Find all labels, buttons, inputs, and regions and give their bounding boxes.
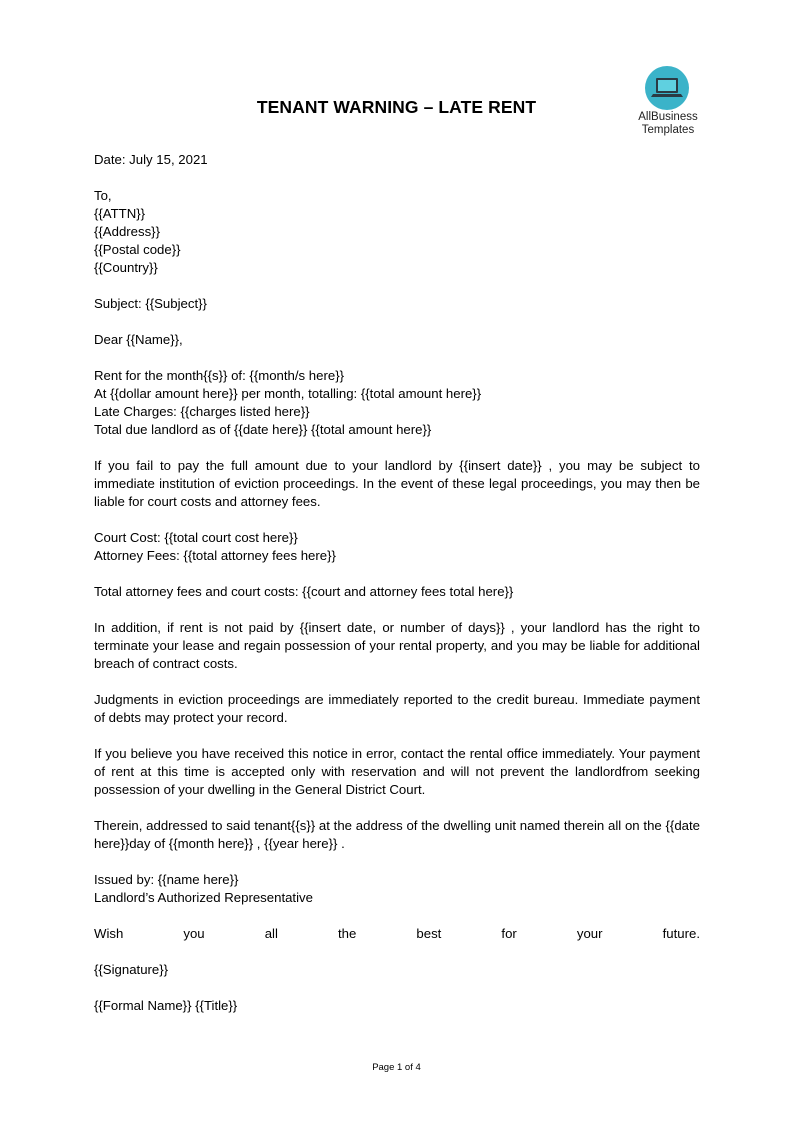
issued-block bbox=[94, 871, 700, 907]
court-cost-line: Court Cost: {{total court cost here}} bbox=[94, 530, 298, 545]
formal-name-title: {{Formal Name}} {{Title}} bbox=[94, 998, 238, 1013]
logo-line-1: AllBusiness bbox=[638, 111, 698, 123]
paragraph-notice-error: If you believe you have received this notice in error, contact the rental office immediately. Your payment of rent at this time is accepted only with reservation and will not prevent the landlordfrom seeking possession of your dwelling in the General District Court. bbox=[94, 746, 700, 797]
recipient-address: {{Address}} bbox=[94, 224, 160, 239]
rent-month-line: Rent for the month{{s}} of: {{month/s here}} bbox=[94, 368, 345, 383]
closing-wish: Wish you all the best for your future. bbox=[94, 926, 700, 941]
cost-details bbox=[94, 529, 700, 565]
rent-amount-line: At {{dollar amount here}} per month, totalling: {{total amount here}} bbox=[94, 386, 482, 401]
issued-role-line: Landlord’s Authorized Representative bbox=[94, 890, 313, 905]
letter-body bbox=[94, 151, 700, 1033]
page-footer: Page 1 of 4 bbox=[372, 1062, 421, 1073]
signature-placeholder: {{Signature}} bbox=[94, 962, 169, 977]
rent-details bbox=[94, 367, 700, 439]
paragraph-judgments: Judgments in eviction proceedings are immediately reported to the credit bureau. Immediate payment of debts may protect your record. bbox=[94, 692, 700, 725]
subject-line: Subject: {{Subject}} bbox=[94, 296, 207, 311]
total-due-line: Total due landlord as of {{date here}} {{total amount here}} bbox=[94, 422, 432, 437]
recipient-country: {{Country}} bbox=[94, 260, 158, 275]
recipient-attn: {{ATTN}} bbox=[94, 206, 146, 221]
company-logo bbox=[632, 66, 704, 138]
attorney-fees-line: Attorney Fees: {{total attorney fees here}} bbox=[94, 548, 336, 563]
recipient-to: To, bbox=[94, 188, 112, 203]
paragraph-in-addition: In addition, if rent is not paid by {{insert date, or number of days}} , your landlord has the right to terminate your lease and regain possession of your rental property, and you may be liable for additional breach of contract costs. bbox=[94, 620, 700, 671]
issued-by-line: Issued by: {{name here}} bbox=[94, 872, 239, 887]
salutation: Dear {{Name}}, bbox=[94, 332, 183, 347]
recipient-postal-code: {{Postal code}} bbox=[94, 242, 181, 257]
laptop-icon bbox=[632, 66, 702, 112]
recipient-block bbox=[94, 187, 700, 277]
total-costs-line: Total attorney fees and court costs: {{court and attorney fees total here}} bbox=[94, 584, 514, 599]
paragraph-therein: Therein, addressed to said tenant{{s}} at the address of the dwelling unit named therein all on the {{date here}}day of {{month here}} , {{year here}} . bbox=[94, 818, 700, 851]
document-title: TENANT WARNING – LATE RENT bbox=[256, 97, 537, 117]
logo-text bbox=[626, 111, 710, 136]
late-charges-line: Late Charges: {{charges listed here}} bbox=[94, 404, 310, 419]
date-line: Date: July 15, 2021 bbox=[94, 152, 208, 167]
paragraph-fail-to-pay: If you fail to pay the full amount due to your landlord by {{insert date}} , you may be subject to immediate institution of eviction proceedings. In the event of these legal proceedings, you may then be liable for court costs and attorney fees. bbox=[94, 458, 700, 509]
logo-line-2: Templates bbox=[641, 123, 695, 136]
